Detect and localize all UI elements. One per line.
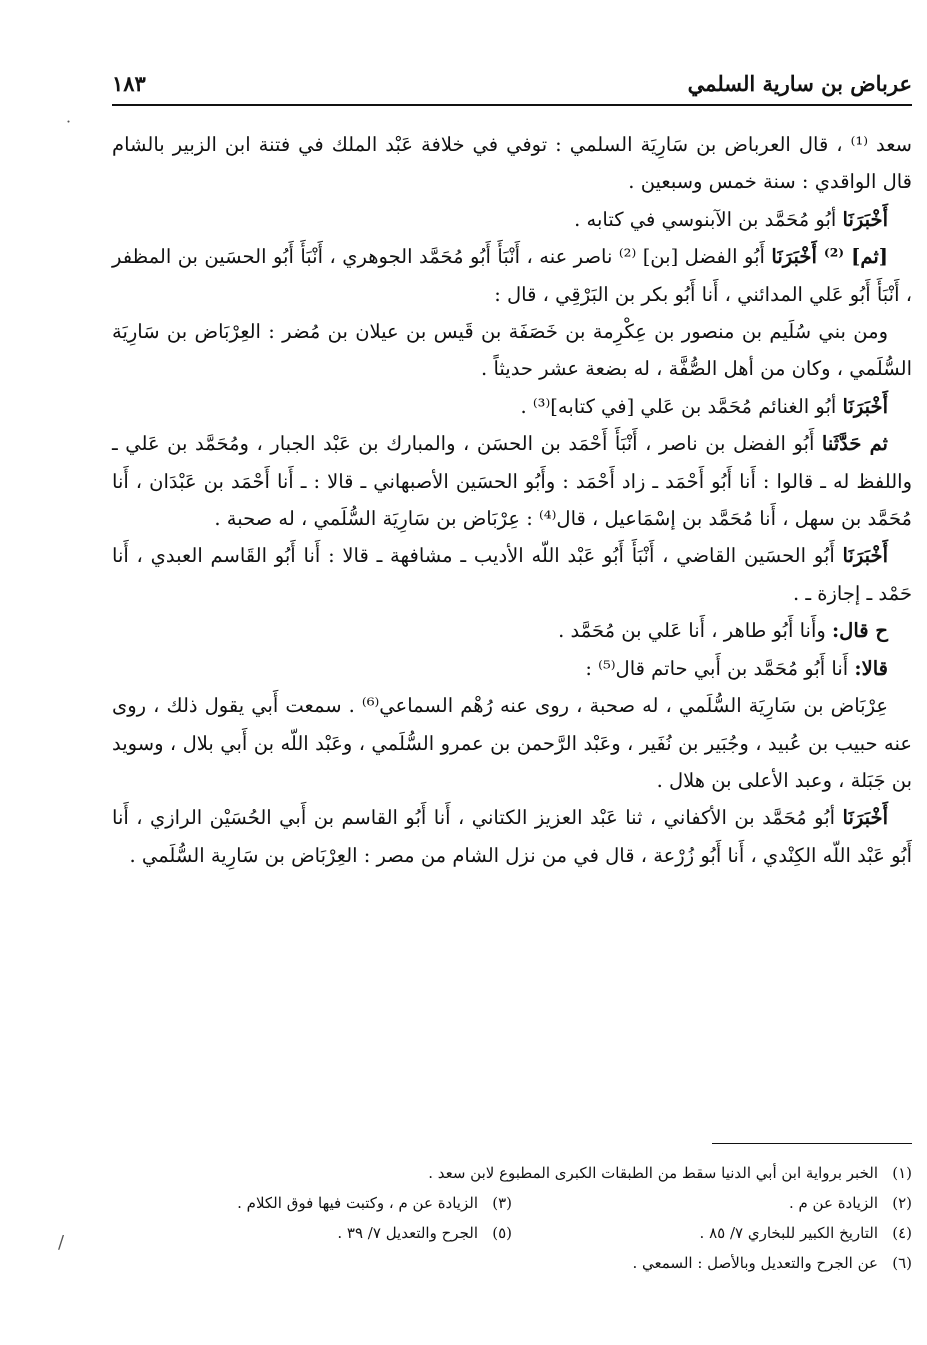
footnote-number: (١) [892,1164,912,1182]
paragraph [112,388,912,425]
paragraph [112,425,912,537]
paragraph-text: أَبُو الحسَين القاضي ، أَنْبَأَ أَبُو عَبْد اللّه الأديب ـ مشافهة ـ قالا : أَنا أَبُو القَاسم العبدي ، أَنا حَمْد ـ إجازة ـ . [112,544,912,605]
paragraph-text: أَنا أَبُو مُحَمَّد بن أَبي حاتم قال⁽⁵⁾ : [585,656,855,680]
footnote-text: التاريخ الكبير للبخاري ٧/ ٨٥ . [699,1224,878,1242]
footnote-number: (٢) [892,1194,912,1212]
footnote-separator [712,1143,912,1144]
footnote [112,1158,912,1188]
paragraph [112,238,912,313]
paragraph-text: سعد ⁽¹⁾ ، قال العرباض بن سَارِيَة السلمي : توفي في خلافة عَبْد الملك في فتنة ابن الزبير بالشام قال الواقدي : سنة خمس وسبعين . [112,133,912,194]
paragraph [112,313,912,388]
paragraph [112,201,912,238]
paragraph-text: أبُو مُحَمَّد بن الأكفاني ، ثنا عَبْد العزيز الكتاني ، أَنا أَبُو القاسم بن أَبي الحُسَيْن الرازي ، أَنا أَبُو عَبْد اللّه الكِنْدي ، أَنا أَبُو زُرْعة ، قال في من نزل الشام من مصر : العِرْبَاض بن سَارِية السُّلَمي . [112,806,912,867]
footnote-row [112,1218,912,1248]
narration-term: ثم حَدَّثَنا [821,432,888,456]
paragraph-text: أبُو الغنائم مُحَمَّد بن عَلي [في كتابه]⁽³⁾ . [520,394,843,418]
paragraph [112,612,912,649]
footnote-text: الزيادة عن م . [788,1194,878,1212]
footnote-number: (٤) [892,1224,912,1242]
paragraph-text: أَبُو الفضل بن ناصر ، أَنْبَأَ أَحْمَد بن الحسَن ، والمبارك بن عَبْد الجبار ، ومُحَمَّد بن عَلي ـ واللفظ له ـ قالوا : أَنا أَبُو أَحْمَد ـ زاد أَحْمَد : وأَبُو الحسَين الأصبهاني ـ قالا : ـ أَنا أَحْمَد بن عَبْدَان ، أَنا مُحَمَّد بن سهل ، أَنا مُحَمَّد بن إسْمَاعيل ، قال⁽⁴⁾ : عِرْبَاض بن سَارِيَة السُّلَمي ، له صحبة . [112,432,912,531]
narration-term: أَخْبَرَنَا [842,544,888,568]
footnote [512,1188,912,1218]
paragraph [112,537,912,612]
footnote-text: عن الجرح والتعديل وبالأصل : السمعي . [632,1254,878,1272]
paragraph [112,126,912,201]
paragraph-text: ومن بني سُلَيم بن منصور بن عِكْرِمة بن خَصَفَة بن قَيس بن عيلان بن مُضر : العِرْبَاض بن سَارِيَة السُّلَمي ، وكان من أهل الصُّفَّة ، له بضعة عشر حديثاً . [112,320,912,381]
footnote-text: الخبر برواية ابن أبي الدنيا سقط من الطبقات الكبرى المطبوع لابن سعد . [428,1164,878,1182]
narration-term: ح قال: [831,619,888,643]
chapter-title: عرباض بن سارية السلمي [687,70,912,96]
main-text [112,126,912,874]
footnotes [112,1158,912,1278]
paragraph-text: عِرْبَاض بن سَارِيَة السُّلَمي ، له صحبة ، روى عنه رُهْم السماعي⁽⁶⁾ . سمعت أَبي يقول ذلك ، روى عنه حبيب بن عُبيد ، وجُبَير بن نُفَير ، وعَبْد الرَّحمن بن عمرو السُّلَمي ، وعَبْد اللّه بن أَبي بلال ، وسويد بن جَبَلة ، وعبد الأعلى بن هلال . [112,694,912,792]
paragraph [112,687,912,799]
narration-term: أَخْبَرَنَا [842,806,888,830]
footnote-number: (٥) [492,1224,512,1242]
margin-mark: / [58,1232,65,1253]
narration-term: [ثم] ⁽²⁾ أَخْبَرَنَا [771,245,888,269]
margin-mark: ˙ [64,118,73,139]
footnote-row [112,1188,912,1218]
footnote [112,1188,512,1218]
footnote-row [112,1158,912,1188]
footnote [112,1218,512,1248]
footnote-row [112,1248,912,1278]
footnote-text: الجرح والتعديل ٧/ ٣٩ . [337,1224,478,1242]
paragraph-text: أَبُو الفضل [بن] ⁽²⁾ ناصر عنه ، أَنْبَأَ أَبُو مُحَمَّد الجوهري ، أَنْبَأَ أَبُو الحسَين بن المظفر ، أَنْبَأَ أَبُو عَلي المدائني ، أَنا أَبُو بكر بن البَرْقِي ، قال : [112,245,912,306]
narration-term: أَخْبَرَنَا [842,207,888,231]
paragraph [112,799,912,874]
footnote-number: (٣) [492,1194,512,1212]
paragraph-text: أبُو مُحَمَّد بن الآبنوسي في كتابه . [574,207,843,231]
narration-term: أَخْبَرَنَا [842,394,888,418]
footnote [512,1218,912,1248]
footnote-number: (٦) [892,1254,912,1272]
narration-term: قالا: [854,656,888,680]
footnote-text: الزيادة عن م ، وكتبت فيها فوق الكلام . [237,1194,478,1212]
paragraph-text: وأَنا أَبُو طاهر ، أَنا عَلي بن مُحَمَّد . [558,619,832,643]
running-header [112,62,912,106]
footnote [112,1248,912,1278]
page-number: ١٨٣ [112,70,146,96]
paragraph [112,650,912,687]
